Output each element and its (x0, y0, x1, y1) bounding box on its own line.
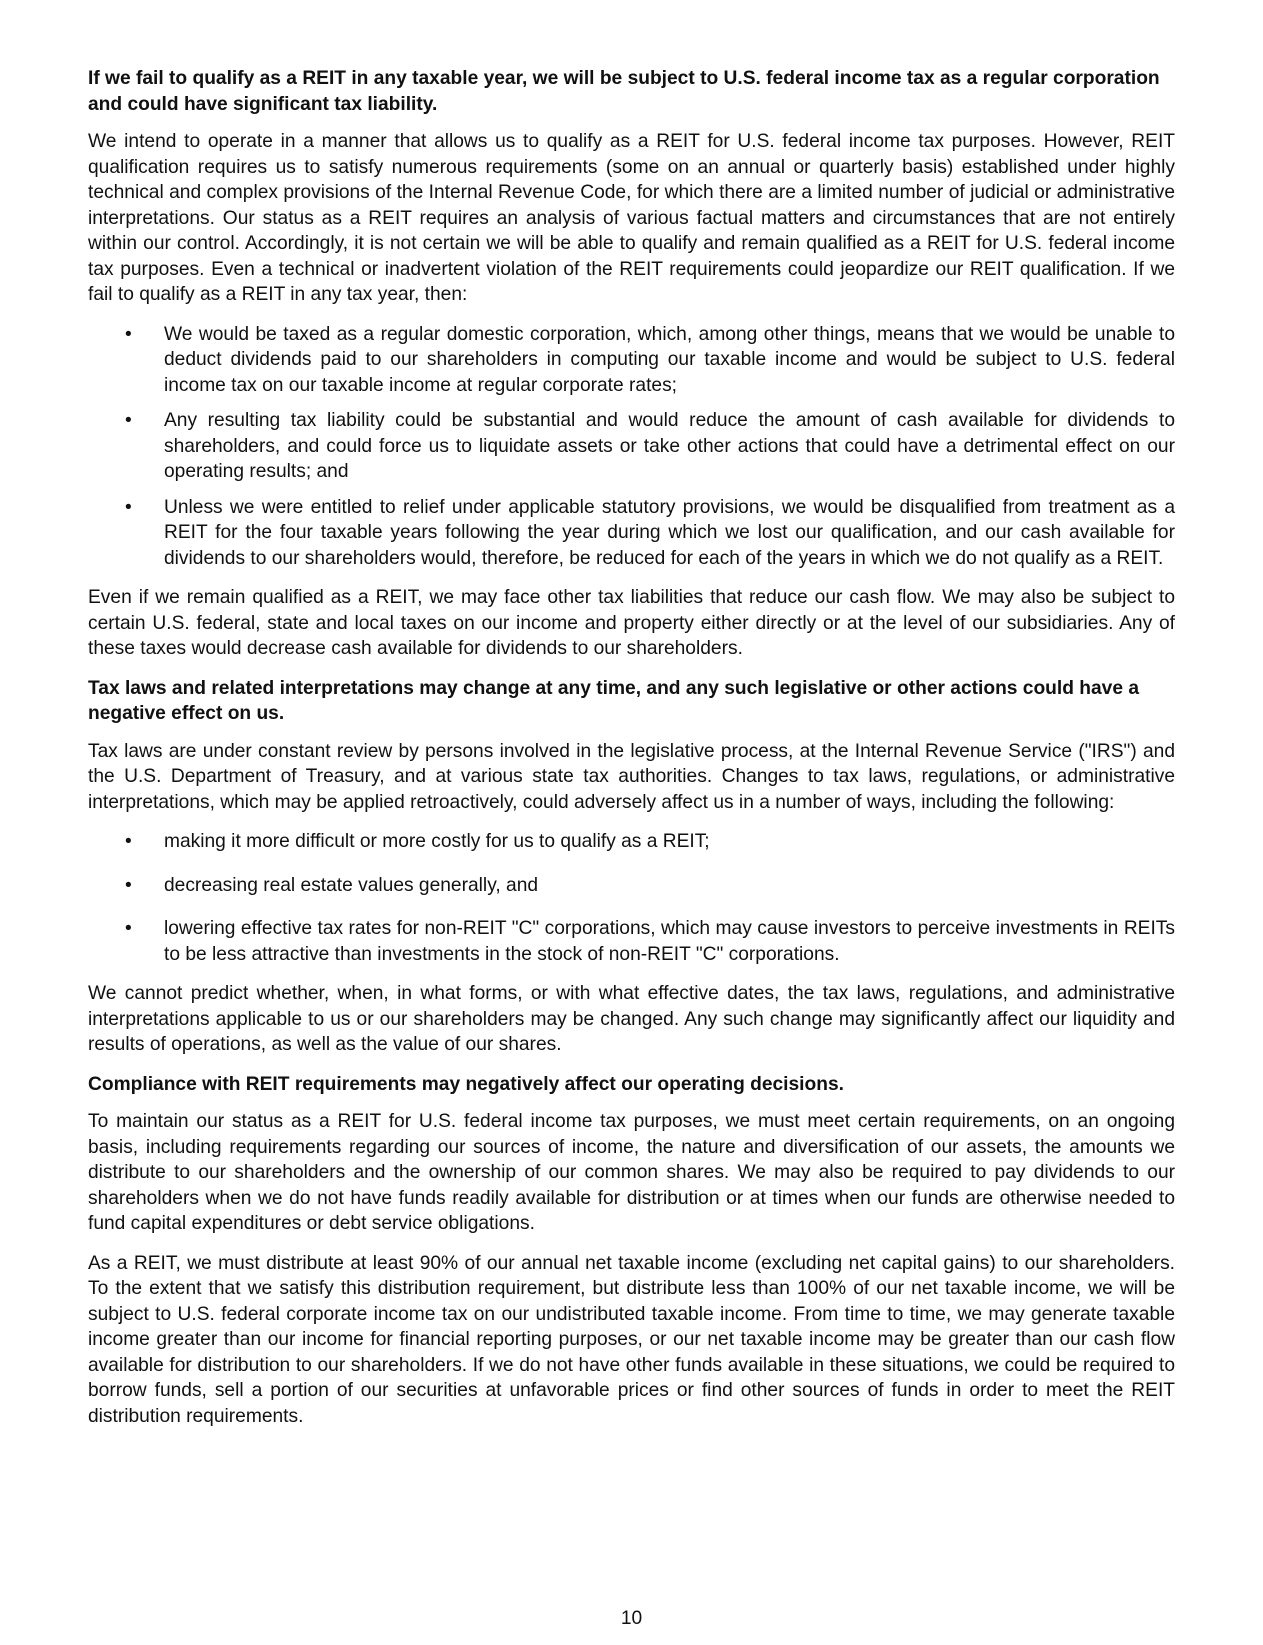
paragraph: We cannot predict whether, when, in what forms, or with what effective dates, the tax laws, regulations, and administrative interpretations applicable to us or our shareholders may be changed. Any such change may significantly affect our liquidity and results of operations, as well as the value of our shares. (88, 983, 1175, 1055)
risk-section-reit-compliance (88, 1072, 1175, 1430)
page-number: 10 (620, 1608, 643, 1629)
bullet-item (88, 408, 1175, 485)
risk-section-reit-qualification (88, 66, 1175, 662)
bullet-item (88, 916, 1175, 967)
paragraph: Even if we remain qualified as a REIT, we may face other tax liabilities that reduce our cash flow. We may also be subject to certain U.S. federal, state and local taxes on our income and property either directly or at the level of our subsidiaries. Any of these taxes would decrease cash available for dividends to our shareholders. (88, 587, 1175, 659)
bullet-text: making it more difficult or more costly for us to qualify as a REIT; (164, 831, 710, 852)
bullet-text: decreasing real estate values generally, and (164, 874, 539, 896)
paragraph: To maintain our status as a REIT for U.S. federal income tax purposes, we must meet certain requirements, on an ongoing basis, including requirements regarding our sources of income, the nature and diversification of our assets, the amounts we distribute to our shareholders and the ownership of our common shares. We may also be required to pay dividends to our shareholders when we do not have funds readily available for distribution or at times when our funds are otherwise needed to fund capital expenditures or debt service obligations. (88, 1111, 1175, 1234)
section-heading: Tax laws and related interpretations may change at any time, and any such legislative or other actions could have a negative effect on us. (88, 677, 1140, 724)
bullet-item (88, 829, 1175, 855)
bullet-text: lowering effective tax rates for non-REIT "C" corporations, which may cause investors to perceive investments in REITs to be less attractive than investments in the stock of non-REIT "C" corporations. (164, 918, 1175, 965)
section-heading: Compliance with REIT requirements may negatively affect our operating decisions. (88, 1073, 844, 1095)
bullet-item (88, 322, 1175, 399)
risk-section-tax-law-changes (88, 676, 1175, 1058)
bullet-glyph: • (125, 874, 132, 896)
bullet-glyph: • (125, 323, 132, 345)
bullet-item (88, 495, 1175, 572)
bullet-text: Unless we were entitled to relief under applicable statutory provisions, we would be disqualified from treatment as a REIT for the four taxable years following the year during which we lost our qualification, and our cash available for dividends to our shareholders would, therefore, be reduced for each of the years in which we do not qualify as a REIT. (164, 496, 1175, 569)
bullet-list (88, 829, 1175, 967)
paragraph: Tax laws are under constant review by persons involved in the legislative process, at the Internal Revenue Service ("IRS") and the U.S. Department of Treasury, and at various state tax authorities. Changes to tax laws, regulations, or administrative interpretations, which may be applied retroactively, could adversely affect us in a number of ways, including the following: (88, 740, 1175, 813)
bullet-glyph: • (125, 410, 132, 431)
bullet-text: Any resulting tax liability could be substantial and would reduce the amount of cash available for dividends to shareholders, and could force us to liquidate assets or take other actions that could have a detrimental effect on our operating results; and (164, 410, 1175, 482)
bullet-glyph: • (125, 918, 132, 939)
paragraph: We intend to operate in a manner that allows us to qualify as a REIT for U.S. federal income tax purposes. However, REIT qualification requires us to satisfy numerous requirements (some on an annual or quarterly basis) established under highly technical and complex provisions of the Internal Revenue Code, for which there are a limited number of judicial or administrative interpretations. Our status as a REIT requires an analysis of various factual matters and circumstances that are not entirely within our control. Accordingly, it is not certain we will be able to qualify and remain qualified as a REIT for U.S. federal income tax purposes. Even a technical or inadvertent violation of the REIT requirements could jeopardize our REIT qualification. If we fail to qualify as a REIT in any tax year, then: (88, 131, 1175, 305)
bullet-item (88, 873, 1175, 899)
bullet-text: We would be taxed as a regular domestic corporation, which, among other things, means that we would be unable to deduct dividends paid to our shareholders in computing our taxable income and would be subject to U.S. federal income tax on our taxable income at regular corporate rates; (164, 323, 1175, 396)
bullet-list (88, 322, 1175, 572)
section-heading: If we fail to qualify as a REIT in any taxable year, we will be subject to U.S. federal income tax as a regular corporation and could have significant tax liability. (88, 68, 1160, 115)
paragraph: As a REIT, we must distribute at least 90% of our annual net taxable income (excluding net capital gains) to our shareholders. To the extent that we satisfy this distribution requirement, but distribute less than 100% of our net taxable income, we will be subject to U.S. federal corporate income tax on our undistributed taxable income. From time to time, we may generate taxable income greater than our income for financial reporting purposes, or our net taxable income may be greater than our cash flow available for distribution to our shareholders. If we do not have other funds available in these situations, we could be required to borrow funds, sell a portion of our securities at unfavorable prices or find other sources of funds in order to meet the REIT distribution requirements. (88, 1252, 1175, 1427)
bullet-glyph: • (125, 496, 132, 518)
bullet-glyph: • (125, 831, 132, 852)
